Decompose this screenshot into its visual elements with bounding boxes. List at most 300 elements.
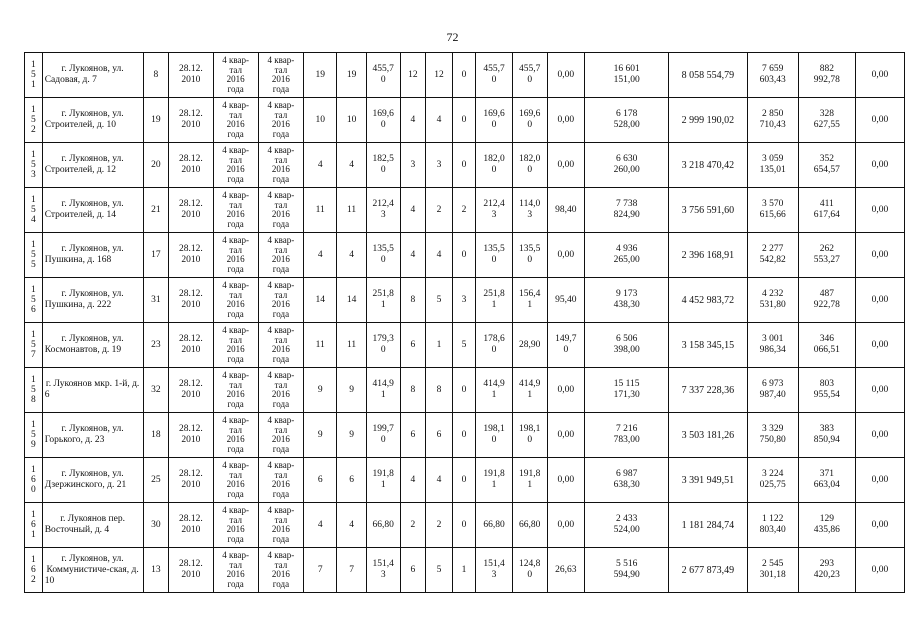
area-other-cell: [547, 458, 585, 503]
extra-funds-cell-text: 0,00: [871, 159, 889, 170]
area-other-cell-text: 0,00: [557, 519, 575, 530]
date-cell-text: 28.12. 2010: [178, 289, 203, 310]
units-total-cell: [400, 278, 426, 323]
actual-quarter-cell: [258, 188, 303, 233]
area-owned-cell: [512, 458, 547, 503]
units-owned-cell: [426, 323, 453, 368]
address-cell: [42, 503, 143, 548]
units-total-cell-text: 4: [410, 114, 416, 125]
area-total-cell-text: 198,1 0: [483, 424, 505, 445]
residents-cell: [304, 98, 337, 143]
fund-reform-cell-text: 8 058 554,79: [681, 69, 735, 81]
address-cell: [42, 53, 143, 98]
area-cell: [366, 413, 400, 458]
funds-total-cell-text: 6 178 528,00: [613, 109, 640, 130]
planned-quarter-cell-text: 4 квар- тал 2016 года: [222, 100, 250, 139]
regional-budget-cell-text: 7 659 603,43: [759, 64, 786, 85]
planned-quarter-cell: [213, 188, 258, 233]
area-total-cell-text: 178,6 0: [483, 334, 505, 355]
area-other-cell: [547, 548, 585, 593]
area-total-cell-text: 182,0 0: [483, 154, 505, 175]
local-budget-cell: [798, 548, 855, 593]
local-budget-cell-text: 371 663,04: [813, 469, 840, 490]
fund-reform-cell: [669, 548, 747, 593]
units-total-cell-text: 8: [410, 294, 416, 305]
planned-quarter-cell: [213, 233, 258, 278]
area-total-cell-text: 151,4 3: [483, 559, 505, 580]
units-total-cell: [400, 53, 426, 98]
address-cell-text: г. Лукоянов, ул. Садовая, д. 7: [44, 64, 124, 85]
area-owned-cell: [512, 278, 547, 323]
date-cell: [169, 368, 213, 413]
date-cell-text: 28.12. 2010: [178, 334, 203, 355]
regional-budget-cell-text: 2 277 542,82: [759, 244, 786, 265]
actual-quarter-cell-text: 4 квар- тал 2016 года: [267, 235, 295, 274]
units-other-cell: [452, 143, 476, 188]
residents-cell: [304, 413, 337, 458]
units-other-cell: [452, 503, 476, 548]
extra-funds-cell: [855, 278, 904, 323]
planned-quarter-cell: [213, 323, 258, 368]
area-other-cell-text: 0,00: [557, 159, 575, 170]
regional-budget-cell: [747, 548, 798, 593]
apartments-cell-text: 13: [151, 564, 161, 575]
regional-budget-cell: [747, 53, 798, 98]
relocated-residents-cell-text: 9: [349, 429, 354, 440]
local-budget-cell-text: 411 617,64: [813, 199, 840, 220]
actual-quarter-cell: [258, 368, 303, 413]
address-cell: [42, 458, 143, 503]
apartments-cell: [143, 98, 169, 143]
regional-budget-cell-text: 2 545 301,18: [759, 559, 786, 580]
relocated-residents-cell-text: 11: [347, 204, 357, 215]
units-owned-cell: [426, 188, 453, 233]
actual-quarter-cell-text: 4 квар- тал 2016 года: [267, 280, 295, 319]
funds-total-cell: [585, 503, 669, 548]
date-cell-text: 28.12. 2010: [178, 154, 203, 175]
row-number: [25, 548, 43, 593]
apartments-cell-text: 8: [153, 69, 159, 80]
local-budget-cell-text: 129 435,86: [813, 514, 840, 535]
fund-reform-cell: [669, 413, 747, 458]
area-other-cell-text: 0,00: [557, 114, 575, 125]
address-cell: [42, 233, 143, 278]
actual-quarter-cell: [258, 278, 303, 323]
actual-quarter-cell-text: 4 квар- тал 2016 года: [267, 145, 295, 184]
area-owned-cell-text: 135,5 0: [519, 244, 541, 265]
date-cell-text: 28.12. 2010: [178, 64, 203, 85]
area-total-cell: [476, 143, 513, 188]
area-owned-cell-text: 66,80: [519, 519, 541, 530]
apartments-cell-text: 30: [151, 519, 161, 530]
fund-reform-cell: [669, 323, 747, 368]
planned-quarter-cell-text: 4 квар- тал 2016 года: [222, 190, 250, 229]
units-other-cell-text: 0: [461, 474, 467, 485]
units-other-cell-text: 0: [461, 114, 467, 125]
actual-quarter-cell-text: 4 квар- тал 2016 года: [267, 100, 295, 139]
extra-funds-cell-text: 0,00: [871, 519, 889, 530]
table-row: [25, 548, 905, 593]
apartments-cell: [143, 188, 169, 233]
actual-quarter-cell-text: 4 квар- тал 2016 года: [267, 55, 295, 94]
extra-funds-cell: [855, 53, 904, 98]
local-budget-cell-text: 352 654,57: [813, 154, 840, 175]
area-cell-text: 414,9 1: [372, 379, 394, 400]
area-owned-cell: [512, 548, 547, 593]
date-cell: [169, 413, 213, 458]
area-cell: [366, 458, 400, 503]
relocated-residents-cell: [337, 278, 366, 323]
units-owned-cell: [426, 53, 453, 98]
actual-quarter-cell: [258, 53, 303, 98]
area-cell: [366, 278, 400, 323]
units-owned-cell-text: 2: [436, 519, 442, 530]
actual-quarter-cell-text: 4 квар- тал 2016 года: [267, 370, 295, 409]
planned-quarter-cell-text: 4 квар- тал 2016 года: [222, 550, 250, 589]
date-cell: [169, 53, 213, 98]
date-cell-text: 28.12. 2010: [178, 424, 203, 445]
relocated-residents-cell-text: 19: [346, 69, 357, 80]
address-cell-text: г. Лукоянов, ул. Дзержинского, д. 21: [44, 469, 127, 490]
row-number-text: 1 5 7: [30, 330, 36, 360]
apartments-cell-text: 31: [151, 294, 161, 305]
units-total-cell: [400, 143, 426, 188]
funds-total-cell: [585, 143, 669, 188]
area-other-cell: [547, 323, 585, 368]
residents-cell: [304, 233, 337, 278]
actual-quarter-cell: [258, 143, 303, 188]
address-cell-text: г. Лукоянов, ул. Космонавтов, д. 19: [44, 334, 124, 355]
relocated-residents-cell-text: 11: [347, 339, 357, 350]
residents-cell-text: 11: [315, 339, 325, 350]
area-other-cell: [547, 503, 585, 548]
area-total-cell-text: 191,8 1: [483, 469, 505, 490]
actual-quarter-cell-text: 4 квар- тал 2016 года: [267, 505, 295, 544]
area-cell-text: 251,8 1: [372, 289, 394, 310]
area-cell: [366, 368, 400, 413]
area-cell: [366, 188, 400, 233]
area-total-cell: [476, 368, 513, 413]
regional-budget-cell-text: 3 570 615,66: [759, 199, 786, 220]
extra-funds-cell-text: 0,00: [871, 294, 889, 305]
apartments-cell-text: 18: [151, 429, 161, 440]
area-owned-cell-text: 169,6 0: [519, 109, 541, 130]
fund-reform-cell: [669, 233, 747, 278]
residents-cell: [304, 503, 337, 548]
area-other-cell: [547, 233, 585, 278]
address-cell-text: г. Лукоянов, ул. Строителей, д. 14: [44, 199, 124, 220]
units-total-cell-text: 6: [410, 564, 416, 575]
relocated-residents-cell-text: 4: [349, 519, 354, 530]
area-other-cell: [547, 188, 585, 233]
funds-total-cell: [585, 233, 669, 278]
regional-budget-cell: [747, 98, 798, 143]
funds-total-cell: [585, 548, 669, 593]
area-other-cell: [547, 368, 585, 413]
area-owned-cell-text: 191,8 1: [519, 469, 541, 490]
extra-funds-cell-text: 0,00: [871, 339, 889, 350]
area-owned-cell-text: 414,9 1: [519, 379, 541, 400]
planned-quarter-cell-text: 4 квар- тал 2016 года: [222, 505, 250, 544]
units-other-cell-text: 0: [461, 429, 467, 440]
units-owned-cell-text: 5: [436, 564, 442, 575]
local-budget-cell-text: 803 955,54: [813, 379, 840, 400]
table-row: [25, 278, 905, 323]
date-cell-text: 28.12. 2010: [178, 514, 203, 535]
planned-quarter-cell: [213, 278, 258, 323]
units-total-cell-text: 6: [410, 429, 416, 440]
area-cell-text: 212,4 3: [372, 199, 394, 220]
units-other-cell: [452, 548, 476, 593]
area-owned-cell: [512, 368, 547, 413]
row-number: [25, 368, 43, 413]
row-number-text: 1 6 0: [30, 465, 36, 495]
fund-reform-cell-text: 4 452 983,72: [681, 294, 735, 306]
units-other-cell-text: 5: [461, 339, 467, 350]
address-cell: [42, 323, 143, 368]
local-budget-cell: [798, 458, 855, 503]
funds-total-cell-text: 4 936 265,00: [613, 244, 640, 265]
local-budget-cell: [798, 368, 855, 413]
regional-budget-cell: [747, 143, 798, 188]
fund-reform-cell: [669, 188, 747, 233]
regional-budget-cell: [747, 413, 798, 458]
planned-quarter-cell: [213, 53, 258, 98]
fund-reform-cell-text: 1 181 284,74: [681, 519, 735, 531]
residents-cell: [304, 458, 337, 503]
regional-budget-cell: [747, 278, 798, 323]
table-row: [25, 233, 905, 278]
local-budget-cell: [798, 413, 855, 458]
units-other-cell: [452, 98, 476, 143]
extra-funds-cell-text: 0,00: [871, 114, 889, 125]
area-other-cell-text: 0,00: [557, 474, 575, 485]
local-budget-cell-text: 262 553,27: [813, 244, 840, 265]
area-total-cell-text: 212,4 3: [483, 199, 505, 220]
date-cell-text: 28.12. 2010: [178, 469, 203, 490]
extra-funds-cell-text: 0,00: [871, 474, 889, 485]
table-row: [25, 413, 905, 458]
local-budget-cell: [798, 323, 855, 368]
extra-funds-cell: [855, 368, 904, 413]
residents-cell: [304, 323, 337, 368]
fund-reform-cell: [669, 143, 747, 188]
area-cell-text: 135,5 0: [372, 244, 394, 265]
date-cell-text: 28.12. 2010: [178, 379, 203, 400]
relocated-residents-cell: [337, 143, 366, 188]
units-total-cell: [400, 458, 426, 503]
extra-funds-cell: [855, 458, 904, 503]
area-owned-cell: [512, 233, 547, 278]
residents-cell: [304, 143, 337, 188]
area-other-cell: [547, 413, 585, 458]
actual-quarter-cell: [258, 233, 303, 278]
table-row: [25, 323, 905, 368]
residents-cell: [304, 278, 337, 323]
funds-total-cell: [585, 53, 669, 98]
relocated-residents-cell: [337, 53, 366, 98]
local-budget-cell-text: 882 992,78: [813, 64, 840, 85]
units-other-cell-text: 3: [461, 294, 467, 305]
fund-reform-cell-text: 3 158 345,15: [681, 339, 735, 351]
area-total-cell: [476, 413, 513, 458]
units-total-cell: [400, 548, 426, 593]
residents-cell-text: 11: [315, 204, 325, 215]
units-owned-cell: [426, 368, 453, 413]
area-cell: [366, 98, 400, 143]
units-owned-cell-text: 4: [436, 474, 442, 485]
regional-budget-cell: [747, 458, 798, 503]
area-other-cell-text: 26,63: [555, 564, 577, 575]
units-total-cell-text: 12: [408, 69, 418, 80]
area-other-cell: [547, 278, 585, 323]
fund-reform-cell-text: 7 337 228,36: [681, 384, 735, 396]
local-budget-cell: [798, 98, 855, 143]
apartments-cell-text: 25: [151, 474, 161, 485]
local-budget-cell-text: 346 066,51: [813, 334, 840, 355]
local-budget-cell: [798, 53, 855, 98]
units-total-cell: [400, 188, 426, 233]
apartments-cell: [143, 53, 169, 98]
regional-budget-cell-text: 4 232 531,80: [759, 289, 786, 310]
fund-reform-cell: [669, 53, 747, 98]
extra-funds-cell: [855, 413, 904, 458]
apartments-cell: [143, 143, 169, 188]
residents-cell-text: 19: [315, 69, 325, 80]
area-total-cell: [476, 278, 513, 323]
regional-budget-cell: [747, 233, 798, 278]
area-owned-cell: [512, 143, 547, 188]
date-cell: [169, 503, 213, 548]
actual-quarter-cell: [258, 503, 303, 548]
regional-budget-cell: [747, 323, 798, 368]
apartments-cell: [143, 368, 169, 413]
units-owned-cell-text: 1: [436, 339, 442, 350]
units-other-cell-text: 0: [461, 69, 467, 80]
date-cell: [169, 233, 213, 278]
funds-total-cell: [585, 368, 669, 413]
row-number: [25, 413, 43, 458]
apartments-cell: [143, 278, 169, 323]
area-total-cell: [476, 548, 513, 593]
regional-budget-cell-text: 3 329 750,80: [759, 424, 786, 445]
units-other-cell: [452, 413, 476, 458]
row-number: [25, 188, 43, 233]
residents-cell: [304, 53, 337, 98]
local-budget-cell: [798, 278, 855, 323]
apartments-cell: [143, 413, 169, 458]
relocated-residents-cell-text: 4: [349, 249, 354, 260]
fund-reform-cell: [669, 278, 747, 323]
units-owned-cell: [426, 278, 453, 323]
address-cell-text: г. Лукоянов, ул. Пушкина, д. 168: [44, 244, 124, 265]
apartments-cell-text: 19: [151, 114, 161, 125]
planned-quarter-cell-text: 4 квар- тал 2016 года: [222, 55, 250, 94]
area-total-cell: [476, 98, 513, 143]
units-owned-cell: [426, 98, 453, 143]
apartments-cell: [143, 458, 169, 503]
relocated-residents-cell-text: 4: [349, 159, 354, 170]
residents-cell: [304, 368, 337, 413]
local-budget-cell-text: 328 627,55: [813, 109, 840, 130]
actual-quarter-cell: [258, 413, 303, 458]
relocated-residents-cell: [337, 188, 366, 233]
area-other-cell-text: 0,00: [557, 69, 575, 80]
units-owned-cell-text: 2: [436, 204, 442, 215]
row-number-text: 1 5 4: [30, 195, 36, 225]
date-cell: [169, 548, 213, 593]
address-cell: [42, 413, 143, 458]
residents-cell: [304, 188, 337, 233]
funds-total-cell-text: 7 216 783,00: [613, 424, 640, 445]
funds-total-cell-text: 2 433 524,00: [613, 514, 640, 535]
date-cell-text: 28.12. 2010: [178, 559, 203, 580]
relocated-residents-cell-text: 10: [346, 114, 357, 125]
area-other-cell-text: 0,00: [557, 429, 575, 440]
units-other-cell: [452, 458, 476, 503]
regional-budget-cell: [747, 368, 798, 413]
date-cell-text: 28.12. 2010: [178, 109, 203, 130]
page-number: 72: [446, 30, 459, 44]
table-row: [25, 458, 905, 503]
regional-budget-cell-text: 6 973 987,40: [759, 379, 786, 400]
area-cell-text: 199,7 0: [372, 424, 394, 445]
extra-funds-cell: [855, 323, 904, 368]
area-owned-cell: [512, 98, 547, 143]
planned-quarter-cell: [213, 503, 258, 548]
area-cell-text: 179,3 0: [372, 334, 394, 355]
units-total-cell: [400, 323, 426, 368]
area-other-cell-text: 98,40: [555, 204, 577, 215]
area-owned-cell: [512, 53, 547, 98]
units-total-cell: [400, 413, 426, 458]
units-owned-cell: [426, 503, 453, 548]
address-cell: [42, 98, 143, 143]
row-number-text: 1 5 6: [30, 285, 36, 315]
area-cell-text: 455,7 0: [372, 64, 394, 85]
regional-budget-cell-text: 3 001 986,34: [759, 334, 786, 355]
units-owned-cell: [426, 233, 453, 278]
planned-quarter-cell: [213, 368, 258, 413]
relocated-residents-cell: [337, 458, 366, 503]
planned-quarter-cell: [213, 548, 258, 593]
address-cell: [42, 143, 143, 188]
row-number: [25, 143, 43, 188]
regional-budget-cell-text: 1 122 803,40: [759, 514, 786, 535]
apartments-cell-text: 23: [151, 339, 161, 350]
address-cell-text: г. Лукоянов, ул. Пушкина, д. 222: [44, 289, 124, 310]
area-total-cell-text: 455,7 0: [483, 64, 505, 85]
local-budget-cell-text: 383 850,94: [813, 424, 840, 445]
apartments-cell-text: 32: [151, 384, 161, 395]
area-total-cell: [476, 323, 513, 368]
units-other-cell: [452, 188, 476, 233]
area-owned-cell: [512, 188, 547, 233]
area-total-cell-text: 66,80: [483, 519, 505, 530]
fund-reform-cell-text: 3 756 591,60: [681, 204, 735, 216]
relocated-residents-cell-text: 6: [349, 474, 354, 485]
date-cell-text: 28.12. 2010: [178, 244, 203, 265]
actual-quarter-cell: [258, 548, 303, 593]
actual-quarter-cell-text: 4 квар- тал 2016 года: [267, 415, 295, 454]
units-owned-cell-text: 6: [436, 429, 442, 440]
table-row: [25, 143, 905, 188]
relocated-residents-cell: [337, 98, 366, 143]
area-owned-cell-text: 182,0 0: [519, 154, 541, 175]
area-other-cell: [547, 98, 585, 143]
area-owned-cell-text: 124,8 0: [519, 559, 541, 580]
area-other-cell-text: 95,40: [555, 294, 577, 305]
